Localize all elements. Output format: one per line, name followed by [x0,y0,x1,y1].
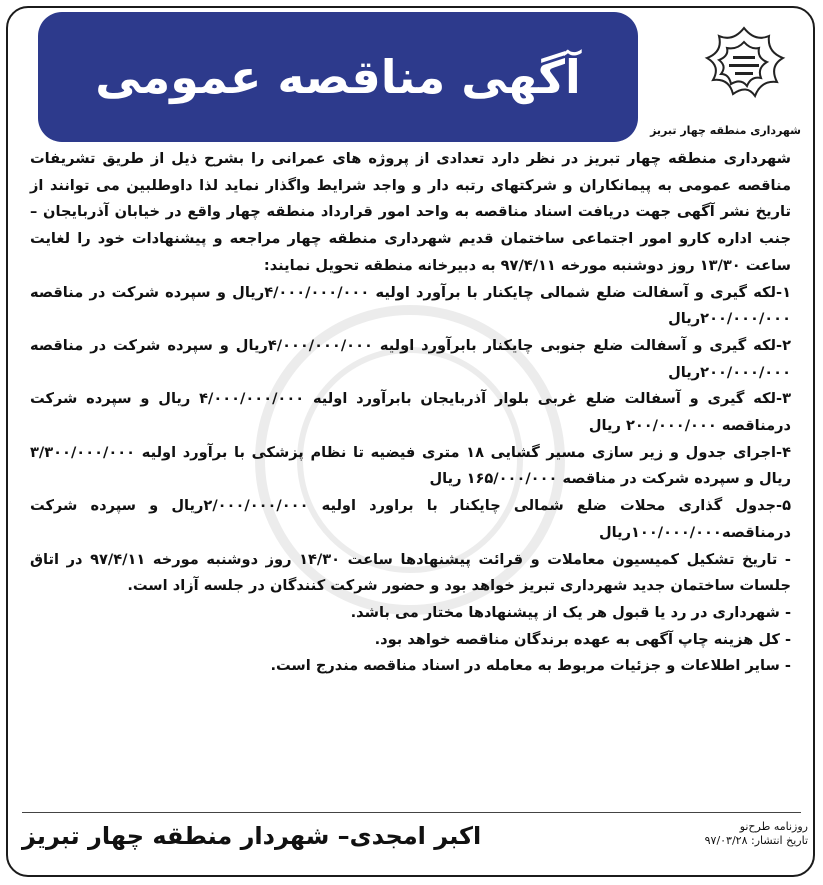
newspaper-name: روزنامه طرح‌نو [739,820,808,833]
tender-item-2: ۲-لکه گیری و آسفالت ضلع جنوبی چایکنار بابرآورد اولیه ۴/۰۰۰/۰۰۰/۰۰۰ریال و سپرده شرکت در مناقصه ۲۰۰/۰۰۰/۰۰۰ریال [30,336,791,381]
tender-item-4: ۴-اجرای جدول و زیر سازی مسیر گشایی ۱۸ متری فیضیه تا نظام پزشکی با برآورد اولیه ۳/۳۰۰/۰۰۰/۰۰۰ ریال و سپرده شرکت در مناقصه ۱۶۵/۰۰۰/۰۰۰ ریال [30,443,791,488]
note-print-cost: - کل هزینه چاپ آگهی به عهده برندگان مناقصه خواهد بود. [374,630,791,648]
note-rejection: - شهرداری در رد یا قبول هر یک از پیشنهادها مختار می باشد. [350,603,791,621]
tender-item-3: ۳-لکه گیری و آسفالت ضلع غربی بلوار آذربایجان بابرآورد اولیه ۴/۰۰۰/۰۰۰/۰۰۰ ریال و سپرده شرکت درمناقصه ۲۰۰/۰۰۰/۰۰۰ ریال [30,390,791,435]
signature: اکبر امجدی– شهردار منطقه چهار تبریز [22,822,482,850]
footer-divider [22,812,801,813]
org-caption: شهرداری منطقه چهار تبریز [650,124,801,137]
note-other-info: - سایر اطلاعات و جزئیات مربوط به معامله در اسناد مناقصه مندرج است. [270,657,791,675]
tender-item-1: ۱-لکه گیری و آسفالت ضلع شمالی چایکنار با برآورد اولیه ۴/۰۰۰/۰۰۰/۰۰۰ریال و سپرده شرکت در مناقصه ۲۰۰/۰۰۰/۰۰۰ریال [30,283,791,328]
tender-item-5: ۵-جدول گذاری محلات ضلع شمالی چایکنار با براورد اولیه ۲/۰۰۰/۰۰۰/۰۰۰ریال و سپرده شرکت درمناقصه۱۰۰/۰۰۰/۰۰۰ریال [30,497,791,541]
notice-body [30,146,791,680]
notice-title: آگهی مناقصه عمومی [95,50,581,104]
intro-paragraph: شهرداری منطقه چهار تبریز در نظر دارد تعدادی از پروژه های عمرانی را بشرح ذیل از طریق تشریفات مناقصه عمومی به پیمانکاران و شرکتهای رتبه دار و واجد شرایط واگذار نماید لذا داوطلبین می توانند از تاریخ نشر آگهی جهت دریافت اسناد مناقصه به واحد امور قرارداد منطقه چهار واقع در خیابان آذربایجان – جنب اداره کارو امور اجتماعی ساختمان قدیم شهرداری منطقه چهار مراجعه و پیشنهادات خود را لغایت ساعت ۱۳/۳۰ روز دوشنبه مورخه ۹۷/۴/۱۱ به دبیرخانه منطقه تحویل نمایند: [30,150,791,274]
publish-date: تاریخ انتشار: ۹۷/۰۳/۲۸ [704,834,808,847]
title-banner [38,12,638,142]
tabriz-municipality-logo-icon [685,22,803,114]
note-commission: - تاریخ تشکیل کمیسیون معاملات و قرائت پیشنهادها ساعت ۱۴/۳۰ روز دوشنبه مورخه ۹۷/۴/۱۱ در اتاق جلسات ساختمان جدید شهرداری تبریز خواهد بود و حضور شرکت کنندگان در جلسه آزاد است. [30,550,791,595]
publication-info [638,820,808,848]
